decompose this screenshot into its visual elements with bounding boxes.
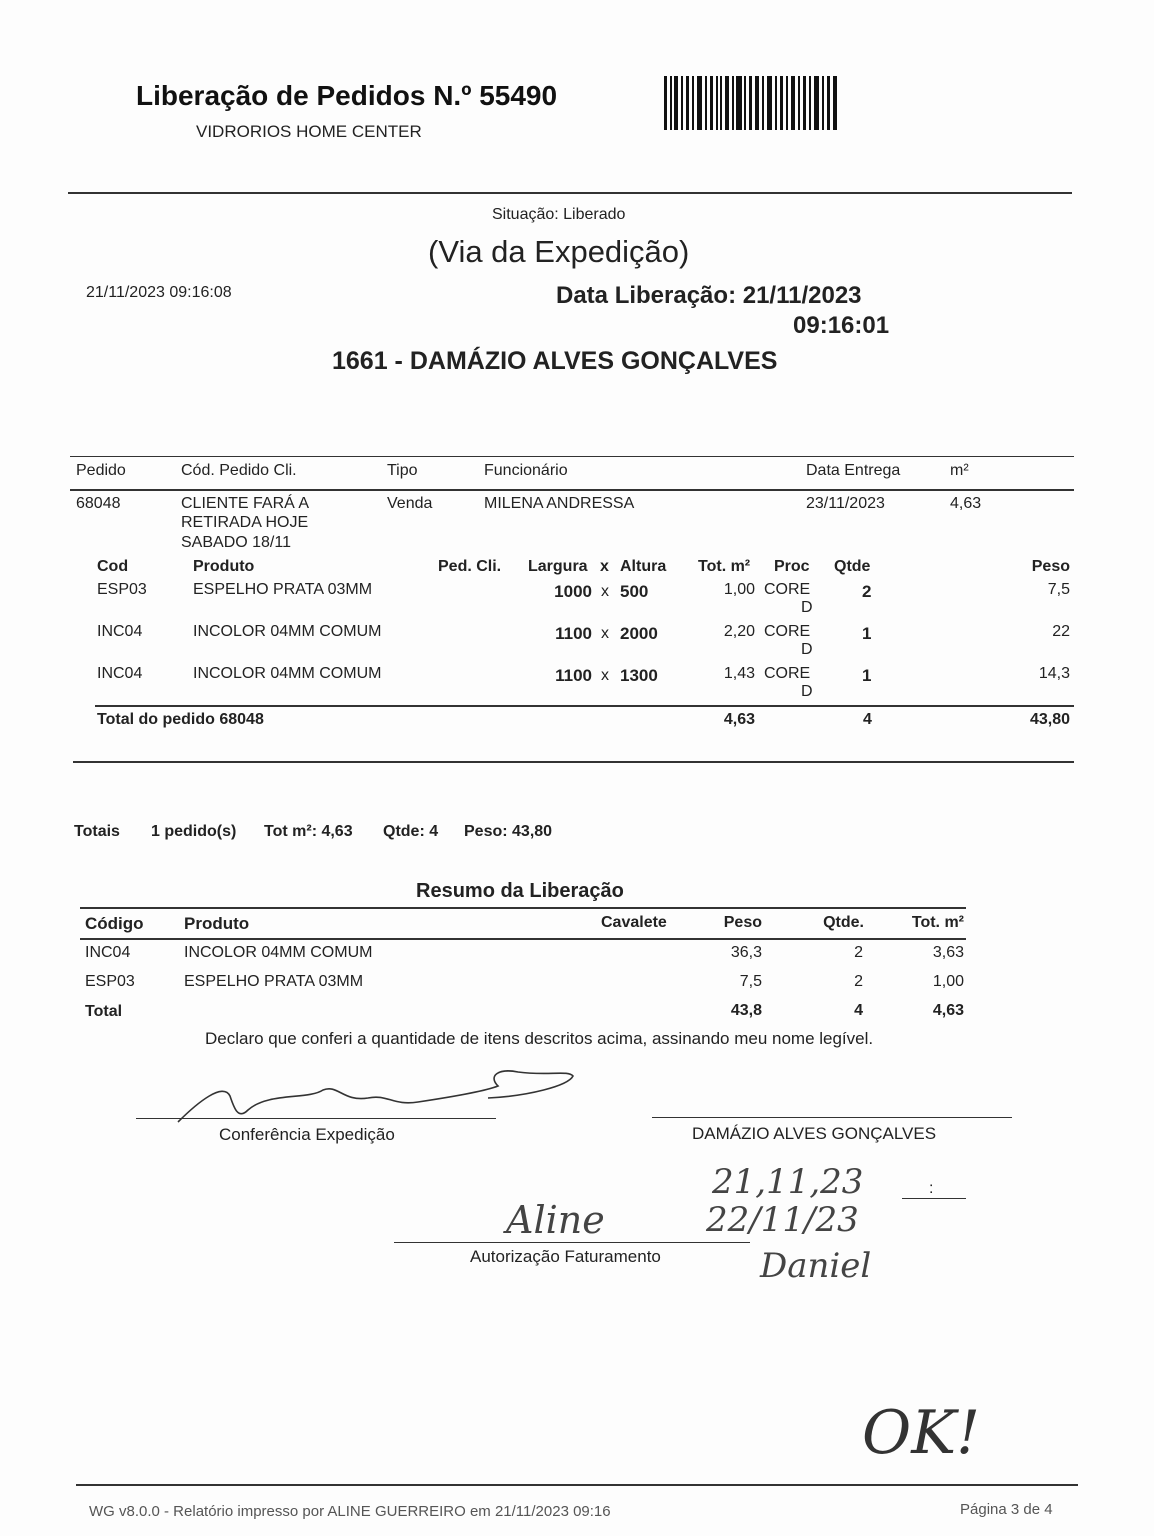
item-cod: INC04 bbox=[97, 665, 143, 682]
document-title: Liberação de Pedidos N.º 55490 bbox=[136, 80, 558, 111]
item-cod: ESP03 bbox=[97, 581, 147, 598]
order-total-m2: 4,63 bbox=[723, 711, 755, 728]
summary-header-produto: Produto bbox=[184, 914, 250, 933]
col-header-funcionario: Funcionário bbox=[484, 462, 568, 479]
item-peso: 22 bbox=[1052, 623, 1070, 640]
order-pedido: 68048 bbox=[76, 495, 121, 512]
order-total-label: Total do pedido 68048 bbox=[97, 711, 264, 728]
item-qtde: 1 bbox=[862, 666, 872, 685]
page-number: Página 3 de 4 bbox=[960, 1501, 1053, 1518]
summary-total-label: Total bbox=[85, 1003, 123, 1020]
totals-label: Totais bbox=[74, 823, 120, 840]
summary-header-peso: Peso bbox=[723, 914, 762, 931]
time-blank-colon: : bbox=[929, 1180, 934, 1197]
order-cod-cli-line3: SABADO 18/11 bbox=[181, 534, 291, 551]
col-header-m2: m² bbox=[950, 462, 969, 479]
signature-line-conferencia bbox=[136, 1118, 496, 1119]
footer-rule bbox=[76, 1484, 1078, 1486]
order-funcionario: MILENA ANDRESSA bbox=[484, 495, 635, 512]
client-signature-label: DAMÁZIO ALVES GONÇALVES bbox=[692, 1124, 937, 1143]
copy-type: (Via da Expedição) bbox=[428, 234, 690, 269]
item-produto: INCOLOR 04MM COMUM bbox=[193, 623, 382, 640]
item-tot-m2: 1,43 bbox=[723, 665, 755, 682]
summary-codigo: ESP03 bbox=[85, 973, 135, 990]
totals-m2: Tot m²: 4,63 bbox=[264, 823, 353, 840]
summary-header-rule bbox=[80, 938, 966, 940]
summary-qtde: 2 bbox=[854, 973, 863, 990]
col-header-tipo: Tipo bbox=[387, 462, 418, 479]
header-divider bbox=[68, 192, 1072, 194]
item-altura: 2000 bbox=[620, 624, 658, 643]
order-tipo: Venda bbox=[387, 495, 433, 512]
summary-codigo: INC04 bbox=[85, 944, 131, 961]
autorizacao-label: Autorização Faturamento bbox=[470, 1247, 661, 1266]
summary-header-qtde: Qtde. bbox=[823, 914, 864, 931]
company-name: VIDRORIOS HOME CENTER bbox=[196, 122, 422, 141]
item-x: x bbox=[601, 583, 609, 600]
item-x: x bbox=[601, 625, 609, 642]
order-m2: 4,63 bbox=[950, 495, 982, 512]
summary-top-rule bbox=[80, 907, 966, 909]
items-total-rule bbox=[95, 705, 1074, 707]
summary-produto: ESPELHO PRATA 03MM bbox=[184, 973, 364, 990]
item-peso: 14,3 bbox=[1038, 665, 1070, 682]
order-total-qtde: 4 bbox=[863, 711, 872, 728]
items-header-ped-cli: Ped. Cli. bbox=[438, 558, 502, 575]
order-table-top-rule bbox=[70, 456, 1074, 457]
order-total-peso: 43,80 bbox=[1029, 711, 1070, 728]
signature-line-autorizacao bbox=[394, 1242, 750, 1243]
order-cod-cli-line2: RETIRADA HOJE bbox=[181, 514, 309, 531]
order-table-header-rule bbox=[70, 489, 1074, 491]
totals-pedidos: 1 pedido(s) bbox=[151, 823, 237, 840]
status-text: Situação: Liberado bbox=[492, 206, 626, 223]
signature-line-client bbox=[652, 1117, 1012, 1118]
items-header-proc: Proc bbox=[774, 558, 810, 575]
col-header-cod-cli: Cód. Pedido Cli. bbox=[181, 462, 297, 479]
signature-autorizacao: Aline bbox=[506, 1198, 605, 1242]
totals-peso: Peso: 43,80 bbox=[464, 823, 553, 840]
item-cod: INC04 bbox=[97, 623, 143, 640]
summary-total-qtde: 4 bbox=[854, 1002, 863, 1019]
time-blank-line bbox=[902, 1198, 966, 1199]
items-header-produto: Produto bbox=[193, 558, 255, 575]
item-proc-cont: D bbox=[801, 641, 813, 658]
client-name: 1661 - DAMÁZIO ALVES GONÇALVES bbox=[332, 347, 778, 375]
item-proc: CORE bbox=[764, 623, 811, 640]
items-header-altura: Altura bbox=[620, 558, 667, 575]
item-tot-m2: 2,20 bbox=[723, 623, 755, 640]
item-proc-cont: D bbox=[801, 599, 813, 616]
item-x: x bbox=[601, 667, 609, 684]
items-header-qtde: Qtde bbox=[834, 558, 871, 575]
totals-qtde: Qtde: 4 bbox=[383, 823, 439, 840]
item-peso: 7,5 bbox=[1047, 581, 1070, 598]
handwritten-date-2: 22/11/23 bbox=[706, 1200, 859, 1240]
order-data-entrega: 23/11/2023 bbox=[806, 495, 885, 512]
handwritten-name: Daniel bbox=[760, 1246, 872, 1286]
item-qtde: 1 bbox=[862, 624, 872, 643]
item-produto: INCOLOR 04MM COMUM bbox=[193, 665, 382, 682]
handwritten-ok-note: OK! bbox=[862, 1398, 981, 1468]
item-proc: CORE bbox=[764, 665, 811, 682]
item-altura: 1300 bbox=[620, 666, 658, 685]
signature-conferencia-image bbox=[168, 1062, 588, 1132]
summary-total-tot-m2: 4,63 bbox=[932, 1002, 964, 1019]
conferencia-label: Conferência Expedição bbox=[219, 1125, 395, 1144]
declaration-text: Declaro que conferi a quantidade de itens descritos acima, assinando meu nome legível. bbox=[205, 1029, 874, 1048]
handwritten-date-1: 21,11,23 bbox=[712, 1162, 864, 1202]
barcode-icon bbox=[662, 76, 842, 132]
items-header-x: x bbox=[600, 558, 609, 575]
item-largura: 1100 bbox=[555, 624, 592, 643]
items-header-tot-m2: Tot. m² bbox=[698, 558, 751, 575]
summary-qtde: 2 bbox=[854, 944, 863, 961]
item-altura: 500 bbox=[620, 582, 649, 601]
item-tot-m2: 1,00 bbox=[723, 581, 755, 598]
col-header-pedido: Pedido bbox=[76, 462, 126, 479]
summary-header-codigo: Código bbox=[85, 914, 144, 933]
summary-title: Resumo da Liberação bbox=[416, 880, 624, 902]
item-produto: ESPELHO PRATA 03MM bbox=[193, 581, 373, 598]
summary-peso: 7,5 bbox=[739, 973, 762, 990]
summary-total-peso: 43,8 bbox=[730, 1002, 762, 1019]
summary-tot-m2: 3,63 bbox=[932, 944, 964, 961]
item-qtde: 2 bbox=[862, 582, 872, 601]
items-header-peso: Peso bbox=[1031, 558, 1070, 575]
release-date: Data Liberação: 21/11/2023 bbox=[556, 282, 862, 309]
summary-produto: INCOLOR 04MM COMUM bbox=[184, 944, 373, 961]
order-cod-cli-line1: CLIENTE FARÁ A bbox=[181, 495, 310, 512]
footer-print-info: WG v8.0.0 - Relatório impresso por ALINE GUERREIRO em 21/11/2023 09:16 bbox=[89, 1503, 611, 1520]
items-header-largura: Largura bbox=[528, 558, 588, 575]
printed-datetime: 21/11/2023 09:16:08 bbox=[86, 284, 232, 301]
item-largura: 1000 bbox=[554, 582, 592, 601]
order-table-bottom-rule bbox=[73, 761, 1074, 763]
items-header-cod: Cod bbox=[97, 558, 129, 575]
item-proc-cont: D bbox=[801, 683, 813, 700]
item-proc: CORE bbox=[764, 581, 811, 598]
release-time: 09:16:01 bbox=[793, 312, 890, 339]
col-header-data-entrega: Data Entrega bbox=[806, 462, 901, 479]
summary-header-cavalete: Cavalete bbox=[601, 914, 667, 931]
item-largura: 1100 bbox=[555, 666, 592, 685]
summary-peso: 36,3 bbox=[730, 944, 762, 961]
summary-tot-m2: 1,00 bbox=[932, 973, 964, 990]
summary-header-tot-m2: Tot. m² bbox=[911, 914, 964, 931]
